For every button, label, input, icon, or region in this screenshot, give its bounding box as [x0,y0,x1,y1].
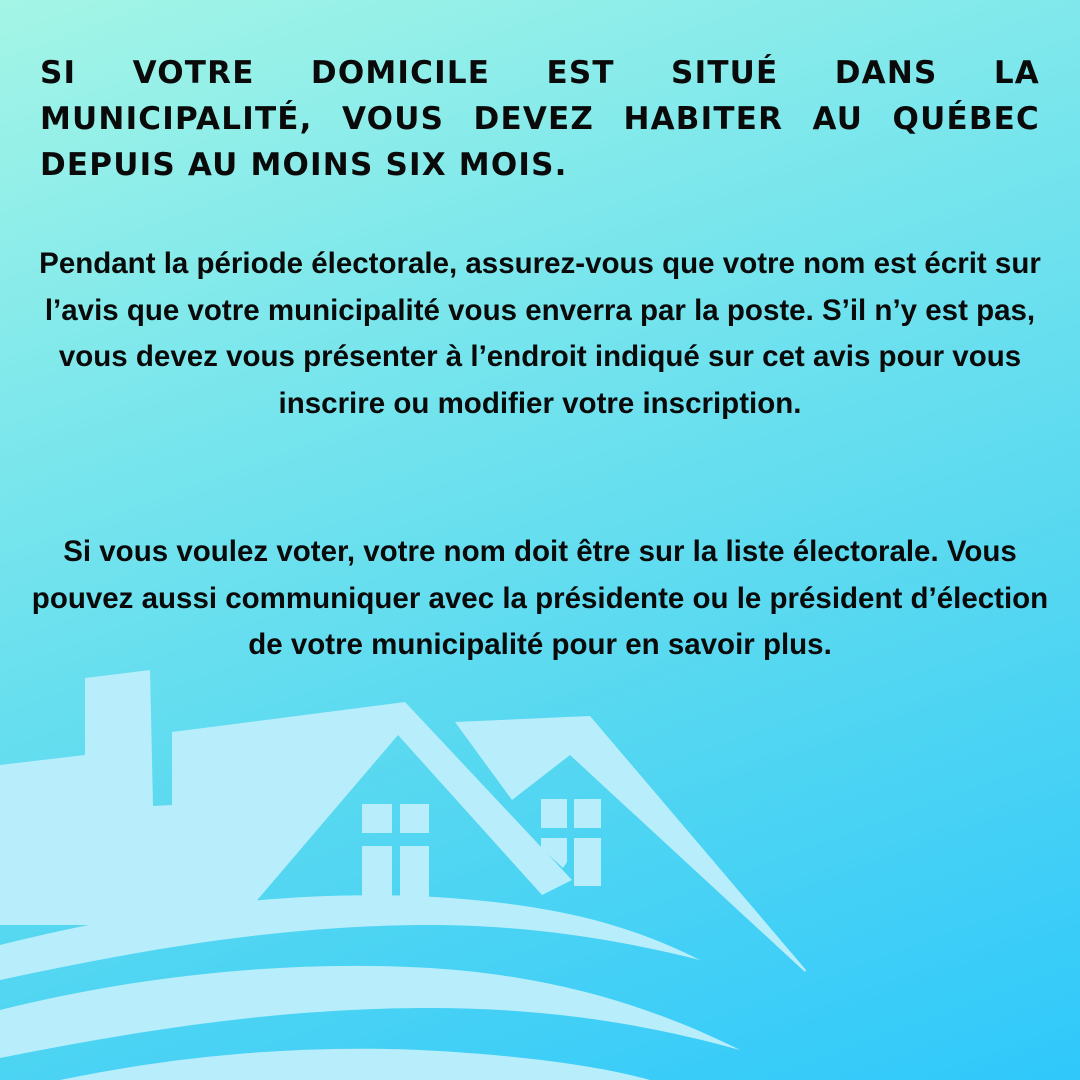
window-pane [362,804,392,833]
main-roof-shape [0,670,572,925]
voter-list-paragraph: Si vous voulez voter, votre nom doit être sur la liste électorale. Vous pouvez aussi communiquer avec la présidente ou le président d’élection de votre municipalité pour en savoir plus. [31,535,1049,661]
window-pane [400,804,429,833]
window-pane [541,799,567,828]
window-pane [400,846,429,898]
window-pane [574,799,601,828]
window-pane [362,846,392,898]
main-heading: SI VOTRE DOMICILE EST SITUÉ DANS LA MUNICIPALITÉ, VOUS DEVEZ HABITER AU QUÉBEC DEPUIS AU MOINS SIX MOIS. [40,55,1040,183]
wave-shape [60,1049,650,1080]
wave-shape [0,966,740,1058]
electoral-period-paragraph: Pendant la période électorale, assurez-vous que votre nom est écrit sur l’avis que votre municipalité vous enverra par la poste. S’il n’y est pas, vous devez vous présenter à l’endroit indiqué sur cet avis pour vous inscrire ou modifier votre inscription. [39,247,1041,420]
window-pane [574,838,601,886]
